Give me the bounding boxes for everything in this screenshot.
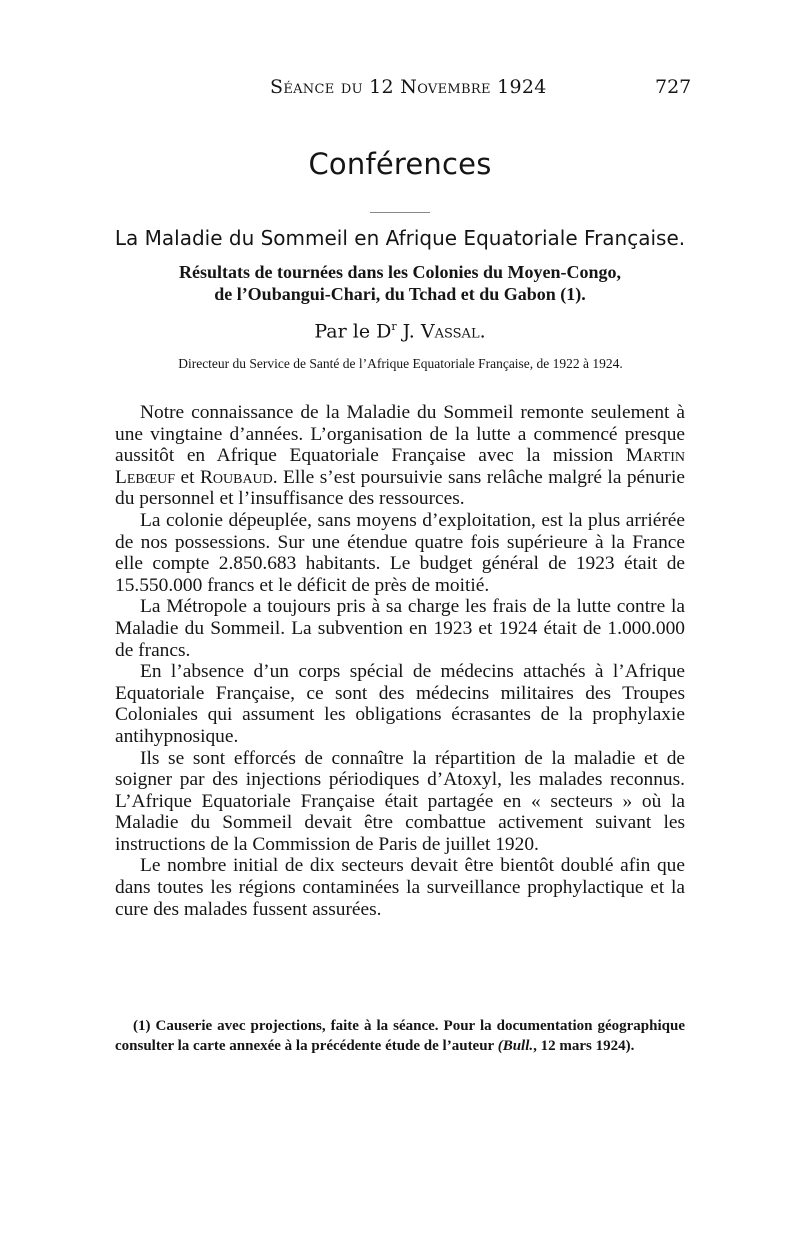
author-affiliation: Directeur du Service de Santé de l’Afrique Equatoriale Française, de 1922 à 1924. — [178, 356, 623, 371]
article-subtitle — [100, 261, 700, 305]
paragraph-1-text-c: . Elle s’est poursuivie sans relâche malgré la pénurie du personnel et l’insuffisance des ressources. — [115, 466, 685, 510]
footnote-source-italic: (Bull. — [497, 1038, 534, 1054]
footnote-source-rest: , 12 mars 1924). — [533, 1038, 635, 1054]
paragraph-2: La colonie dépeuplée, sans moyens d’exploitation, est la plus arriérée de nos possessions. Sur une étendue quatre fois supérieure à la France elle compte 2.850.683 habitants. Le budget général de 1923 était de 15.550.000 francs et le déficit de près de moitié. — [115, 509, 685, 596]
article-title: La Maladie du Sommeil en Afrique Equatoriale Française. — [114, 226, 686, 250]
footnote — [115, 1016, 685, 1056]
author-line — [0, 320, 800, 342]
paragraph-3: La Métropole a toujours pris à sa charge les frais de la lutte contre la Maladie du Sommeil. La subvention en 1923 et 1924 était de 1.000.000 de francs. — [115, 596, 685, 661]
author-title-sup: r — [391, 320, 397, 333]
subtitle-line-2: de l’Oubangui-Chari, du Tchad et du Gabon (1). — [214, 284, 586, 304]
subtitle-line-1: Résultats de tournées dans les Colonies du Moyen-Congo, — [178, 262, 622, 282]
author-name: J. Vassal. — [396, 320, 486, 343]
paragraph-1-text-a: Notre connaissance de la Maladie du Sommeil remonte seulement à une vingtaine d’années. L’organisation de la lutte a commencé presque aussitôt en Afrique Equatoriale Française avec la mission — [115, 402, 685, 467]
article-body — [115, 402, 685, 920]
author-prefix: Par le D — [314, 320, 392, 343]
footnote-text — [115, 1016, 685, 1056]
paragraph-1 — [115, 402, 685, 510]
paragraph-4: En l’absence d’un corps spécial de médecins attachés à l’Afrique Equatoriale Française, ce sont des médecins militaires des Troupes Coloniales qui assument les obligations écrasantes de la prophylaxie antihypnosique. — [115, 661, 685, 747]
paragraph-6: Le nombre initial de dix secteurs devait être bientôt doublé afin que dans toutes les régions contaminées la surveillance prophylactique et la cure des malades fussent assurées. — [115, 855, 685, 920]
paragraph-1-text-b: et — [175, 466, 200, 488]
paragraph-5: Ils se sont efforcés de connaître la répartition de la maladie et de soigner par des injections périodiques d’Atoxyl, les malades reconnus. L’Afrique Equatoriale Française était partagée en « secteurs » où la Maladie du Sommeil devait être combattue activement suivant les instructions de la Commission de Paris de juillet 1920. — [115, 747, 685, 855]
person-name-roubaud: Roubaud — [199, 466, 273, 488]
section-title: Conférences — [308, 147, 492, 181]
title-divider — [370, 212, 430, 213]
page-number: 727 — [655, 76, 692, 98]
running-header: Séance du 12 Novembre 1924 — [270, 76, 547, 98]
person-name-martin-leboeuf: Martin Lebœuf — [115, 445, 685, 488]
footnote-body: (1) Causerie avec projections, faite à la séance. Pour la documentation géographique consulter la carte annexée à la précédente étude de l’auteur — [115, 1018, 685, 1054]
